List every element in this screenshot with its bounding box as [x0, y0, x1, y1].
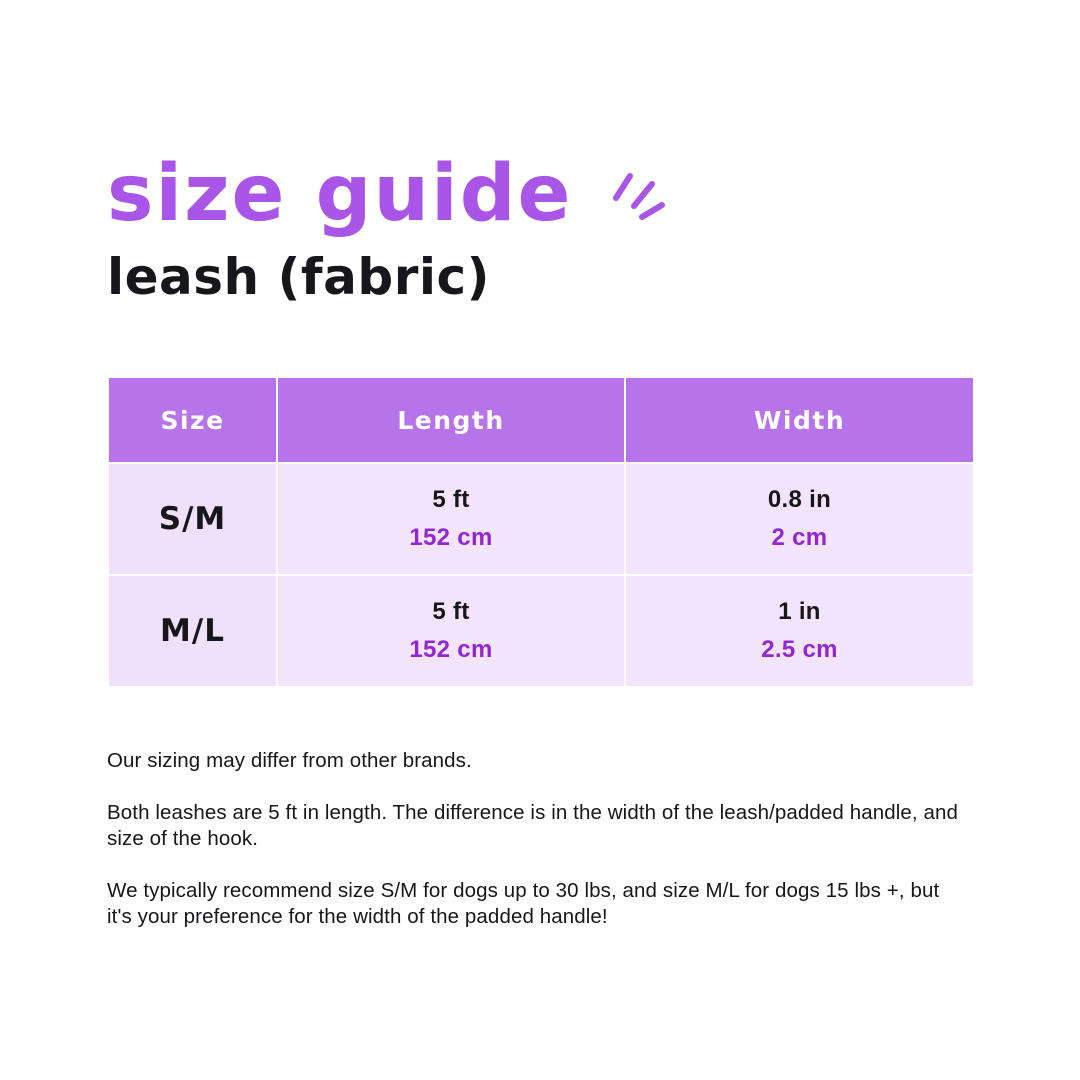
length-metric: 152 cm	[409, 636, 493, 663]
length-metric: 152 cm	[409, 524, 493, 551]
page-subtitle: leash (fabric)	[107, 248, 490, 306]
column-header-width: Width	[625, 377, 974, 463]
header	[107, 150, 987, 306]
sparkle-icon	[604, 158, 674, 228]
cell-width	[625, 575, 974, 687]
cell-width	[625, 463, 974, 575]
cell-size: S/M	[108, 463, 277, 575]
width-metric: 2 cm	[771, 524, 828, 551]
notes-section	[107, 748, 967, 930]
size-table	[107, 376, 975, 688]
column-header-size: Size	[108, 377, 277, 463]
cell-length	[277, 575, 625, 687]
table-row	[108, 575, 974, 687]
note-sizing-differs: Our sizing may differ from other brands.	[107, 749, 472, 772]
width-metric: 2.5 cm	[761, 636, 838, 663]
width-imperial: 0.8 in	[767, 486, 832, 513]
column-header-length: Length	[277, 377, 625, 463]
length-imperial: 5 ft	[432, 486, 470, 513]
cell-size: M/L	[108, 575, 277, 687]
note-recommendation: We typically recommend size S/M for dogs up to 30 lbs, and size M/L for dogs 15 lbs +, but it's your preference for the width of the padded handle!	[107, 879, 940, 928]
page-title: size guide	[107, 149, 573, 239]
width-imperial: 1 in	[778, 598, 821, 625]
note-length-difference: Both leashes are 5 ft in length. The difference is in the width of the leash/padded handle, and size of the hook.	[107, 801, 958, 850]
table-row	[108, 463, 974, 575]
cell-length	[277, 463, 625, 575]
length-imperial: 5 ft	[432, 598, 470, 625]
table-header-row	[108, 377, 974, 463]
